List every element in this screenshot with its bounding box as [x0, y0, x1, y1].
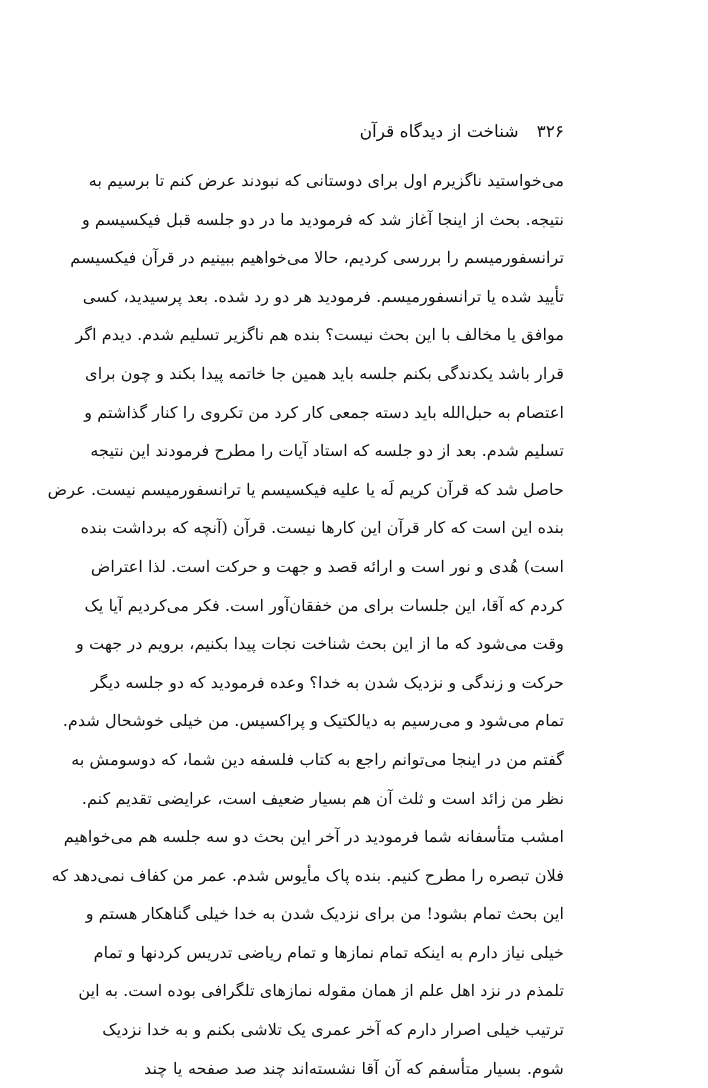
text-line: امشب متأسفانه شما فرمودید در آخر این بحث دو سه جلسه هم می‌خواهیم	[63, 827, 564, 847]
text-line: قرار باشد یکدندگی بکنم جلسه باید همین جا خاتمه پیدا بکند و چون برای	[85, 363, 564, 383]
text-line: تلمذم در نزد اهل علم از همان مقوله نمازهای تلگرافی بوده است. به این	[78, 981, 564, 1001]
text-line: وقت می‌شود که ما از این بحث شناخت نجات پیدا بکنیم، برویم در جهت و	[75, 634, 564, 654]
text-line: تمام می‌شود و می‌رسیم به دیالکتیک و پراکسیس. من خیلی خوشحال شدم.	[62, 711, 564, 731]
text-line: فلان تبصره را مطرح کنیم. بنده پاک مأیوس شدم. عمر من کفاف نمی‌دهد که	[51, 865, 564, 885]
text-line: تسلیم شدم. بعد از دو جلسه که استاد آیات را مطرح فرمودند این نتیجه	[90, 441, 564, 461]
text-line: موافق یا مخالف با این بحث نیست؟ بنده هم ناگزیر تسلیم شدم. دیدم اگر	[75, 325, 564, 345]
text-line: نتیجه. بحث از اینجا آغاز شد که فرمودید ما در دو جلسه قبل فیکسیسم و	[81, 209, 564, 229]
text-line: است) هُدی و نور است و ارائه قصد و جهت و حرکت است. لذا اعتراض	[90, 556, 564, 576]
page-header	[360, 118, 564, 146]
text-line: ترانسفورمیسم را بررسی کردیم، حالا می‌خواهیم ببینیم در قرآن فیکسیسم	[70, 248, 564, 268]
text-line: گفتم من در اینجا می‌توانم راجع به کتاب فلسفه دین شما، که دوسومش به	[71, 749, 564, 769]
text-line: حرکت و زندگی و نزدیک شدن به خدا؟ وعده فرمودید که دو جلسه دیگر	[90, 672, 564, 692]
text-line: تأیید شده یا ترانسفورمیسم. فرمودید هر دو رد شده. بعد پرسیدید، کسی	[82, 286, 564, 306]
text-line: کردم که آقا، این جلسات برای من خفقان‌آور است. فکر می‌کردیم آیا یک	[84, 595, 564, 615]
text-line: حاصل شد که قرآن کریم لَه یا علیه فیکسیسم یا ترانسفورمیسم نیست. عرض	[47, 479, 564, 499]
text-line: بنده این است که کار قرآن این کارها نیست. قرآن (آنچه که برداشت بنده	[80, 518, 564, 538]
text-line: ترتیب خیلی اصرار دارم که آخر عمری یک تلاشی بکنم و به خدا نزدیک	[102, 1020, 564, 1040]
page-number: ۳۲۶	[536, 122, 564, 142]
text-line: این بحث تمام بشود! من برای نزدیک شدن به خدا خیلی گناهکار هستم و	[85, 904, 564, 924]
body-text	[47, 162, 564, 1088]
text-line: اعتصام به حبل‌الله باید دسته جمعی کار کرد من تکروی را کنار گذاشتم و	[84, 402, 564, 422]
text-line: شوم. بسیار متأسفم که آن آقا نشسته‌اند چند صد صفحه یا چند	[144, 1058, 564, 1078]
text-line: خیلی نیاز دارم به اینکه تمام نمازها و تمام ریاضی تدریس کردنها و تمام	[93, 942, 564, 962]
text-line: می‌خواستید ناگزیرم اول برای دوستانی که نبودند عرض کنم تا برسیم به	[88, 171, 564, 190]
text-line: نظر من زائد است و ثلث آن هم بسیار ضعیف است، عرایضی تقدیم کنم.	[81, 788, 564, 808]
running-title: شناخت از دیدگاه قرآن	[359, 122, 519, 142]
